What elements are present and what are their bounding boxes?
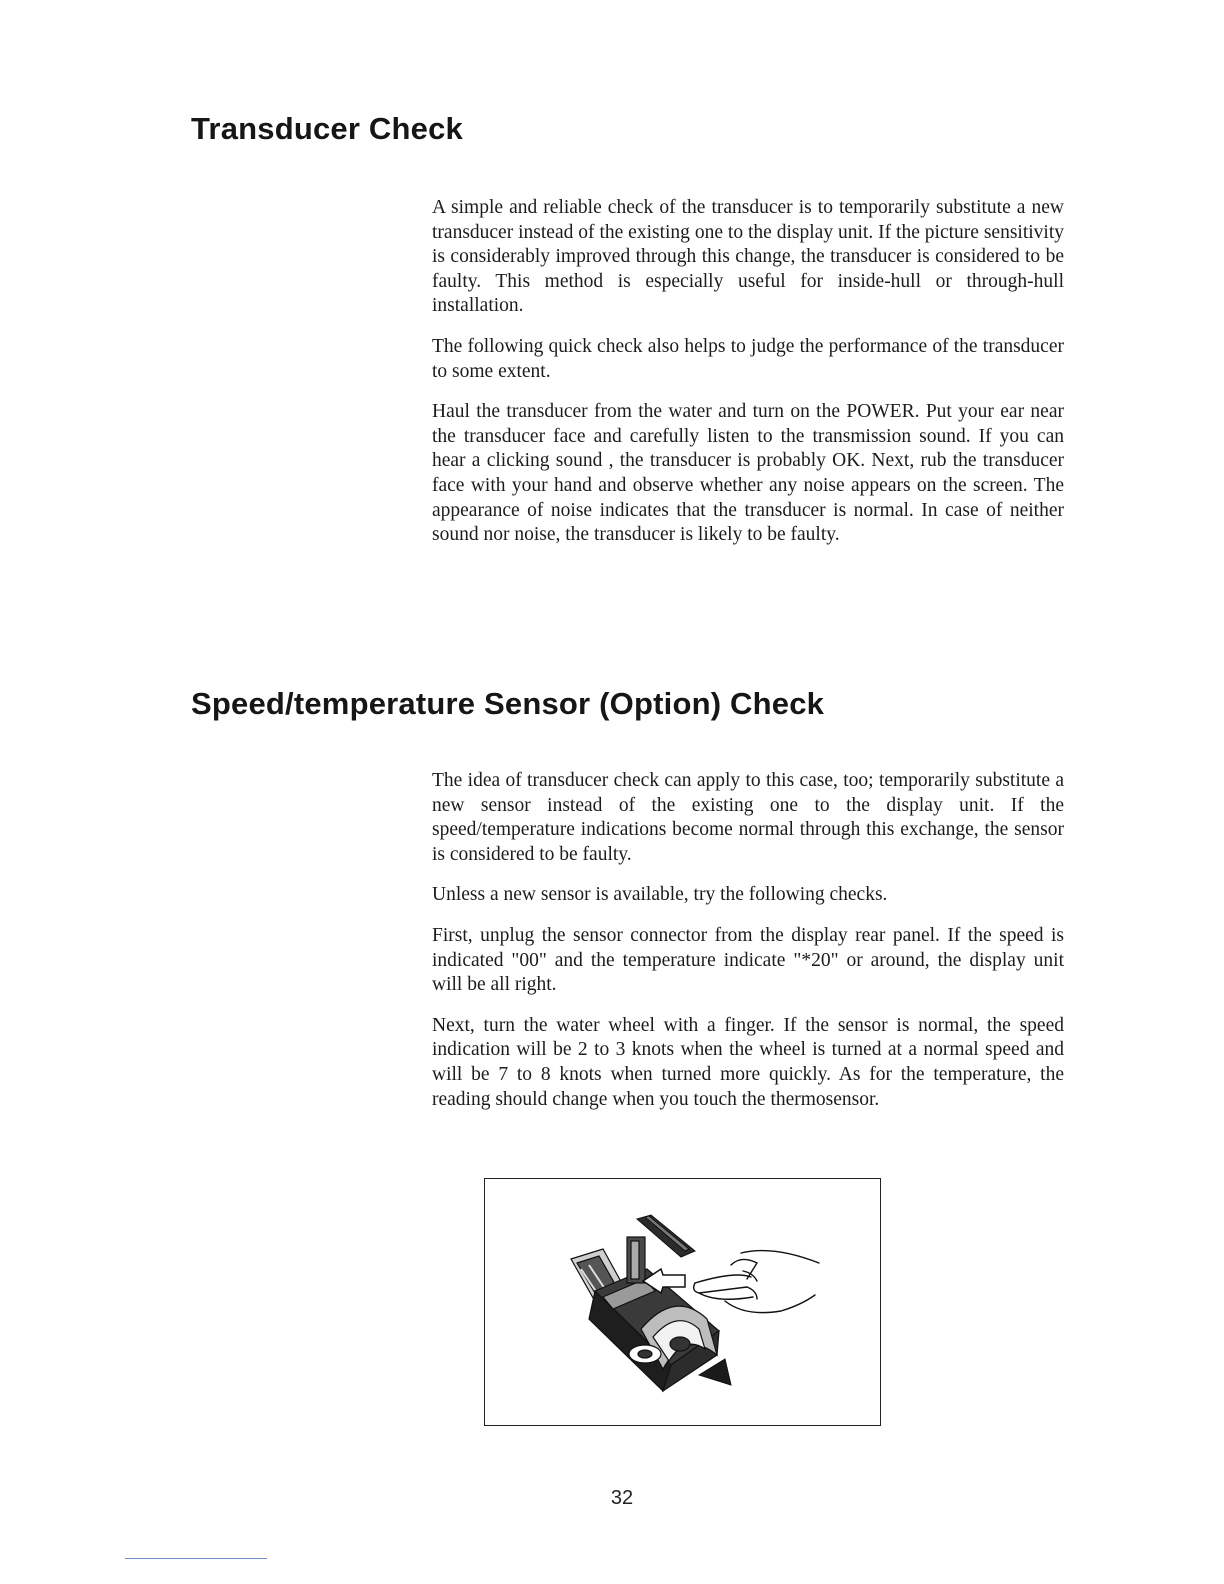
paragraph: The following quick check also helps to judge the performance of the transducer to some extent. (432, 335, 1064, 382)
page-number: 32 (610, 1487, 634, 1509)
paragraph: A simple and reliable check of the transducer is to temporarily substitute a new transducer instead of the existing one to the display unit. If the picture sensitivity is considerably improved through this change, the transducer is considered to be faulty. This method is especially useful for inside-hull or through-hull installation. (432, 197, 1064, 317)
section-heading-transducer-check: Transducer Check (191, 111, 463, 146)
water-wheel-sensor-icon (485, 1179, 882, 1427)
paragraph: Next, turn the water wheel with a finger. If the sensor is normal, the speed indication will be 2 to 3 knots when the wheel is turned at a normal speed and will be 7 to 8 knots when turned more quickly. As for the temperature, the reading should change when you touch the thermosensor. (432, 1014, 1064, 1110)
footer-rule (125, 1558, 267, 1559)
section-heading-speed-temperature-check: Speed/temperature Sensor (Option) Check (191, 686, 825, 721)
paragraph: Unless a new sensor is available, try the following checks. (432, 884, 888, 906)
paragraph: Haul the transducer from the water and turn on the POWER. Put your ear near the transducer face and carefully listen to the transmission sound. If you can hear a clicking sound , the transducer is probably OK. Next, rub the transducer face with your hand and observe whether any noise appears on the screen. The appearance of noise indicates that the transducer is normal. In case of neither sound nor noise, the transducer is likely to be faulty. (432, 401, 1064, 546)
paragraph: First, unplug the sensor connector from the display rear panel. If the speed is indicated "00" and the temperature indicate "*20" or around, the display unit will be all right. (432, 924, 1064, 996)
paragraph: The idea of transducer check can apply to this case, too; temporarily substitute a new sensor instead of the existing one to the display unit. If the speed/temperature indications become normal through this exchange, the sensor is considered to be faulty. (432, 770, 1064, 865)
section-body-speed-temperature-check (432, 769, 1064, 1128)
section-body-transducer-check (432, 196, 1064, 564)
figure-box (484, 1178, 881, 1426)
